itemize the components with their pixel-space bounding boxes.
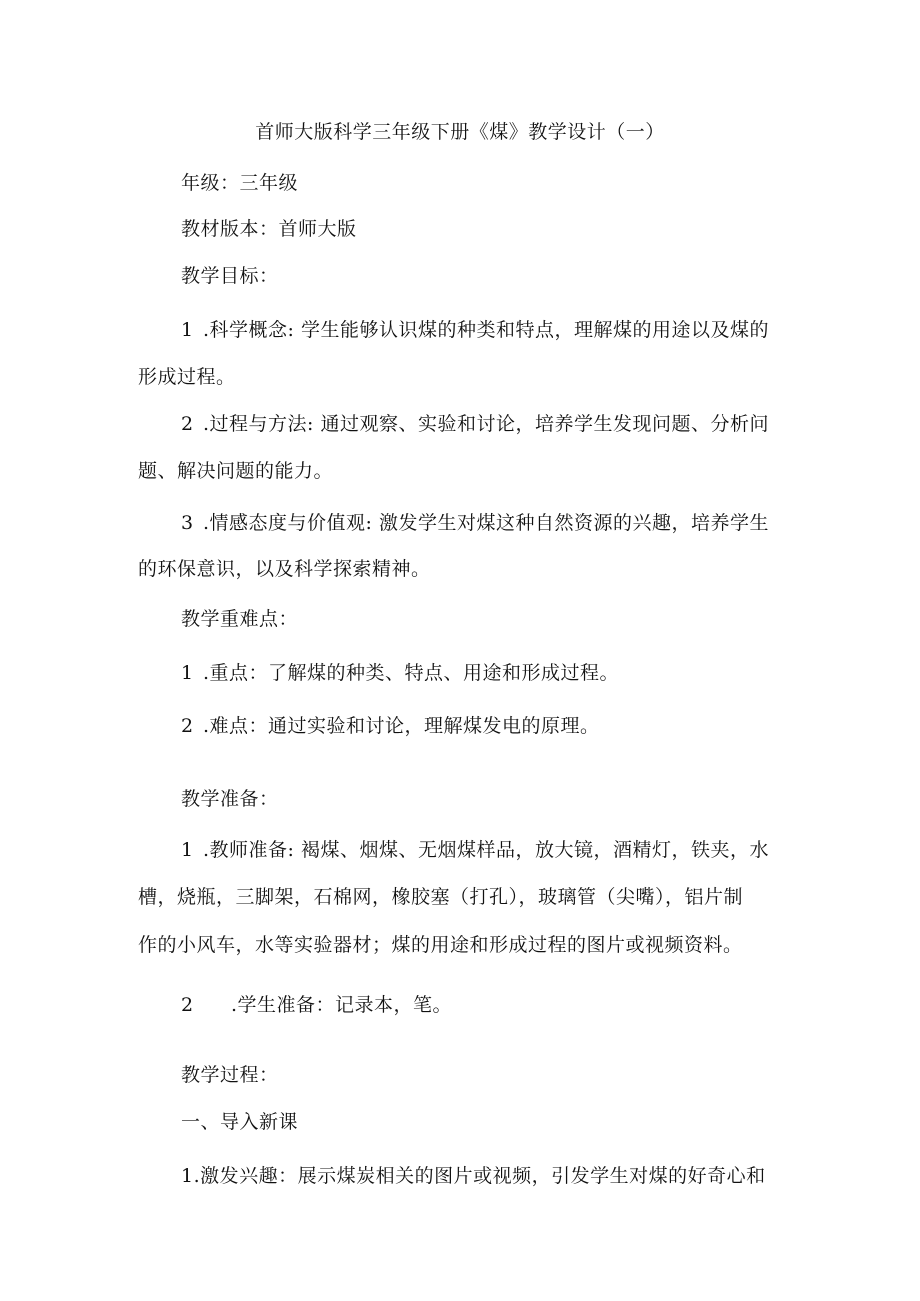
key-point-number: 1: [181, 662, 194, 684]
preparation-number: 1: [181, 839, 194, 861]
preparation-text: .学生准备：记录本，笔。: [231, 994, 453, 1016]
grade-line: 年级：三年级: [181, 172, 299, 194]
objective-item-3-cont: 的环保意识，以及科学探索精神。: [138, 558, 431, 580]
objective-text: .过程与方法: 通过观察、实验和讨论，培养学生发现问题、分析问: [203, 413, 769, 435]
step-number: 1.: [181, 1165, 201, 1187]
objective-text: .情感态度与价值观: 激发学生对煤这种自然资源的兴趣，培养学生: [203, 512, 769, 534]
preparation-student: [181, 993, 452, 1017]
preparation-teacher-cont-1: 槽，烧瓶，三脚架，石棉网，橡胶塞（打孔），玻璃管（尖嘴），铝片制: [138, 886, 744, 908]
key-point-text: .重点：了解煤的种类、特点、用途和形成过程。: [203, 662, 620, 684]
key-point-text: .难点：通过实验和讨论，理解煤发电的原理。: [203, 715, 600, 737]
process-heading: 教学过程：: [181, 1064, 279, 1086]
section-heading-1: 一、导入新课: [181, 1111, 299, 1133]
preparation-teacher-cont-2: 作的小风车，水等实验器材；煤的用途和形成过程的图片或视频资料。: [138, 934, 743, 956]
preparation-text: .教师准备: 褐煤、烟煤、无烟煤样品，放大镜，酒精灯，铁夹，水: [203, 839, 769, 861]
process-step-1: [181, 1164, 766, 1188]
objective-number: 3: [181, 512, 194, 534]
objective-item-2: [181, 412, 769, 436]
objective-text: .科学概念: 学生能够认识煤的种类和特点，理解煤的用途以及煤的: [203, 319, 769, 341]
key-points-heading: 教学重难点：: [181, 608, 299, 630]
objective-item-1-cont: 形成过程。: [138, 366, 236, 388]
key-point-number: 2: [181, 715, 194, 737]
objective-item-2-cont: 题、解决问题的能力。: [138, 460, 334, 482]
objectives-heading: 教学目标：: [181, 265, 279, 287]
objective-item-3: [181, 511, 769, 535]
preparation-number: 2: [181, 994, 194, 1016]
edition-line: 教材版本：首师大版: [181, 218, 357, 240]
preparation-teacher: [181, 838, 769, 862]
objective-number: 1: [181, 319, 194, 341]
step-text: 激发兴趣：展示煤炭相关的图片或视频，引发学生对煤的好奇心和: [200, 1165, 766, 1187]
preparation-heading: 教学准备：: [181, 788, 279, 810]
objective-item-1: [181, 318, 782, 342]
objective-number: 2: [181, 413, 194, 435]
document-title: 首师大版科学三年级下册《煤》教学设计（一）: [255, 121, 665, 143]
key-point-item-2: [181, 714, 600, 738]
key-point-item-1: [181, 661, 619, 685]
